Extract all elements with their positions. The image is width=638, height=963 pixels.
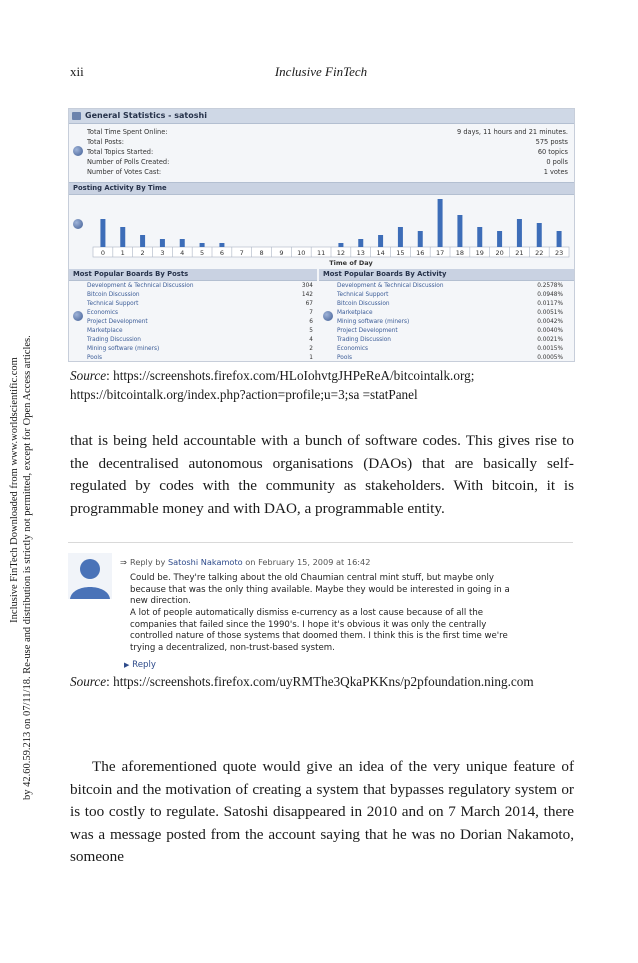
bar-hour-15	[398, 227, 403, 247]
board-value: 0.0040%	[537, 328, 563, 334]
reply-paragraph-1: Could be. They're talking about the old Chaumian central mint stuff, but maybe only because that was the only thing available. Maybe they would be interested in going in a new direction.	[130, 573, 510, 607]
paragraph-satoshi: The aforementioned quote would give an idea of the very unique feature of bitcoin and the motivation of creating a system that bypasses regulatory system or is too costly to regulate. Satoshi disappeared in 2010 and on 7 March 2014, there was a message posted from the account saying that he was no Dorian Nakamoto, someone	[70, 758, 574, 865]
download-notice-line1: Inclusive FinTech Downloaded from www.worldscientific.com	[9, 357, 20, 623]
paragraph-dao: that is being held accountable with a bunch of software codes. This gives rise to the decentralised autonomous organisations (DAOs) that are basically self-regulated by codes with the community as stakeholders. With bitcoin, it is programmable money and with DAO, a programmable entity.	[70, 432, 574, 517]
activity-chart	[69, 195, 574, 269]
board-link[interactable]: Technical Support	[337, 292, 389, 298]
board-post-row	[87, 318, 313, 327]
tick-label: 17	[435, 249, 445, 257]
board-activity-row	[337, 282, 563, 291]
tick-label: 19	[475, 249, 484, 257]
bar-hour-12	[338, 243, 343, 247]
board-activity-row	[337, 309, 563, 318]
bar-hour-3	[160, 239, 165, 247]
board-post-row	[87, 300, 313, 309]
tick-label: 3	[160, 249, 165, 257]
board-value: 7	[309, 310, 313, 316]
board-activity-row	[337, 354, 563, 363]
board-value: 0.0005%	[537, 355, 563, 361]
board-link[interactable]: Economics	[337, 346, 369, 352]
board-activity-row	[337, 327, 563, 336]
bar-hour-5	[200, 243, 205, 247]
bar-hour-6	[219, 243, 224, 247]
board-value: 6	[309, 319, 313, 325]
board-value: 304	[301, 283, 313, 289]
bar-hour-22	[537, 223, 542, 247]
bar-hour-18	[457, 215, 462, 247]
board-value: 0.0015%	[537, 346, 563, 352]
figure1-caption	[70, 366, 575, 404]
board-link[interactable]: Mining software (miners)	[87, 346, 160, 352]
boards-by-posts-header: Most Popular Boards By Posts	[69, 269, 317, 281]
bar-hour-20	[497, 231, 502, 247]
tick-label: 21	[515, 249, 524, 257]
forum-reply-screenshot	[68, 542, 573, 675]
tick-label: 14	[376, 249, 385, 257]
board-activity-row	[337, 318, 563, 327]
board-post-row	[87, 291, 313, 300]
tick-label: 23	[554, 249, 564, 257]
board-value: 2	[309, 346, 313, 352]
x-axis-label: Time of Day	[329, 259, 373, 267]
stats-panel-title: General Statistics - satoshi	[85, 111, 207, 120]
stats-panel-header	[69, 109, 574, 124]
bar-hour-23	[557, 231, 562, 247]
reply-triangle-icon: ▶	[124, 661, 130, 669]
board-link[interactable]: Marketplace	[337, 310, 373, 316]
author-link[interactable]: Satoshi Nakamoto	[167, 557, 243, 567]
tick-label: 9	[279, 249, 284, 257]
tick-label: 18	[455, 249, 465, 257]
tick-label: 22	[535, 249, 544, 257]
board-post-row	[87, 327, 313, 336]
reply-button-label: Reply	[132, 660, 156, 670]
board-post-row	[87, 354, 313, 363]
stat-row: Number of Polls Created: 0 polls	[87, 158, 568, 166]
reply-prefix: Reply by	[130, 557, 166, 567]
forum-stats-screenshot	[68, 108, 575, 362]
boards-posts-icon	[73, 311, 83, 321]
bar-hour-17	[438, 199, 443, 247]
board-link[interactable]: Development & Technical Discussion	[87, 283, 194, 289]
figure1-source-text: : https://screenshots.firefox.com/HLoIohvtgJHPeReA/bitcointalk.org; https://bitcointalk.org/index.php?action=profile;u=3;sa =statPanel	[70, 368, 475, 402]
tick-label: 15	[396, 249, 405, 257]
figure1-source-label: Source	[70, 368, 107, 383]
tick-label: 5	[200, 249, 205, 257]
running-header	[70, 64, 572, 82]
board-link[interactable]: Project Development	[87, 319, 148, 325]
reply-paragraph-2: A lot of people automatically dismiss e-currency as a lost cause because of all the companies that failed since the 1990's. I hope it's obvious it was only the centrally controlled nature of those systems that doomed them. I think this is the first time we're trying a decentralized, non-trust-based system.	[130, 608, 508, 653]
board-value: 1	[309, 355, 313, 361]
reply-arrow-icon: ⇒	[120, 557, 127, 567]
stat-row: Total Topics Started: 60 topics	[87, 148, 568, 156]
board-value: 0.0021%	[537, 337, 563, 343]
board-link[interactable]: Bitcoin Discussion	[337, 301, 390, 307]
tick-label: 10	[297, 249, 306, 257]
download-notice-line2: by 42.60.59.213 on 07/11/18. Re-use and distribution is strictly not permitted, except for Open Access articles.	[22, 335, 33, 800]
board-value: 0.0948%	[537, 292, 563, 298]
tick-label: 8	[259, 249, 264, 257]
tick-label: 4	[180, 249, 185, 257]
stats-icon	[72, 112, 81, 120]
bar-hour-19	[477, 227, 482, 247]
board-link[interactable]: Pools	[337, 355, 353, 361]
board-activity-row	[337, 300, 563, 309]
figure2-source-label: Source	[70, 674, 107, 689]
board-link[interactable]: Mining software (miners)	[337, 319, 410, 325]
boards-by-activity-header: Most Popular Boards By Activity	[319, 269, 574, 281]
board-link[interactable]: Project Development	[337, 328, 398, 334]
tick-label: 12	[336, 249, 346, 257]
board-link[interactable]: Marketplace	[87, 328, 123, 334]
board-value: 0.0051%	[537, 310, 563, 316]
avatar	[68, 553, 112, 599]
bar-hour-21	[517, 219, 522, 247]
board-post-row	[87, 345, 313, 354]
tick-label: 7	[239, 249, 244, 257]
stats-globe-icon	[73, 146, 83, 156]
board-activity-row	[337, 336, 563, 345]
reply-meta	[120, 557, 371, 567]
board-value: 4	[309, 337, 313, 343]
bar-hour-1	[120, 227, 125, 247]
board-activity-row	[337, 291, 563, 300]
board-link[interactable]: Bitcoin Discussion	[87, 292, 140, 298]
bar-hour-16	[418, 231, 423, 247]
stat-row: Number of Votes Cast: 1 votes	[87, 168, 568, 176]
tick-label: 1	[120, 249, 125, 257]
general-stats	[69, 124, 574, 182]
board-post-row	[87, 309, 313, 318]
bar-hour-14	[378, 235, 383, 247]
board-link[interactable]: Economics	[87, 310, 119, 316]
board-value: 0.0042%	[537, 319, 563, 325]
popular-boards	[69, 269, 574, 361]
board-value: 0.0117%	[537, 301, 563, 307]
figure2-caption	[70, 672, 575, 691]
board-value: 67	[305, 301, 313, 307]
board-link[interactable]: Technical Support	[87, 301, 139, 307]
reply-button[interactable]	[124, 660, 156, 670]
activity-header: Posting Activity By Time	[69, 182, 574, 195]
board-link[interactable]: Trading Discussion	[87, 337, 141, 343]
board-value: 5	[309, 328, 313, 334]
boards-activity-icon	[323, 311, 333, 321]
board-value: 142	[301, 292, 313, 298]
tick-label: 11	[316, 249, 326, 257]
tick-label: 6	[219, 249, 224, 257]
board-activity-row	[337, 345, 563, 354]
bar-hour-2	[140, 235, 145, 247]
download-notice	[8, 180, 33, 800]
tick-label: 2	[140, 249, 145, 257]
board-link[interactable]: Development & Technical Discussion	[337, 283, 444, 289]
bar-hour-4	[180, 239, 185, 247]
running-title: Inclusive FinTech	[274, 64, 368, 79]
stat-row: Total Time Spent Online: 9 days, 11 hours and 21 minutes.	[87, 128, 568, 136]
figure2-source-text: : https://screenshots.firefox.com/uyRMThe3QkaPKKns/p2pfoundation.ning.com	[106, 674, 534, 689]
bar-hour-0	[100, 219, 105, 247]
bar-hour-13	[358, 239, 363, 247]
tick-label: 16	[416, 249, 425, 257]
board-link[interactable]: Pools	[87, 355, 103, 361]
board-post-row	[87, 336, 313, 345]
stat-row: Total Posts: 575 posts	[87, 138, 568, 146]
activity-chart-svg	[69, 195, 574, 269]
board-value: 0.2578%	[537, 283, 563, 289]
board-post-row	[87, 282, 313, 291]
reply-date: on February 15, 2009 at 16:42	[245, 557, 371, 567]
page-number: xii	[70, 64, 84, 79]
board-link[interactable]: Trading Discussion	[337, 337, 391, 343]
tick-label: 13	[356, 249, 365, 257]
tick-label: 0	[100, 249, 105, 257]
tick-label: 20	[495, 249, 504, 257]
